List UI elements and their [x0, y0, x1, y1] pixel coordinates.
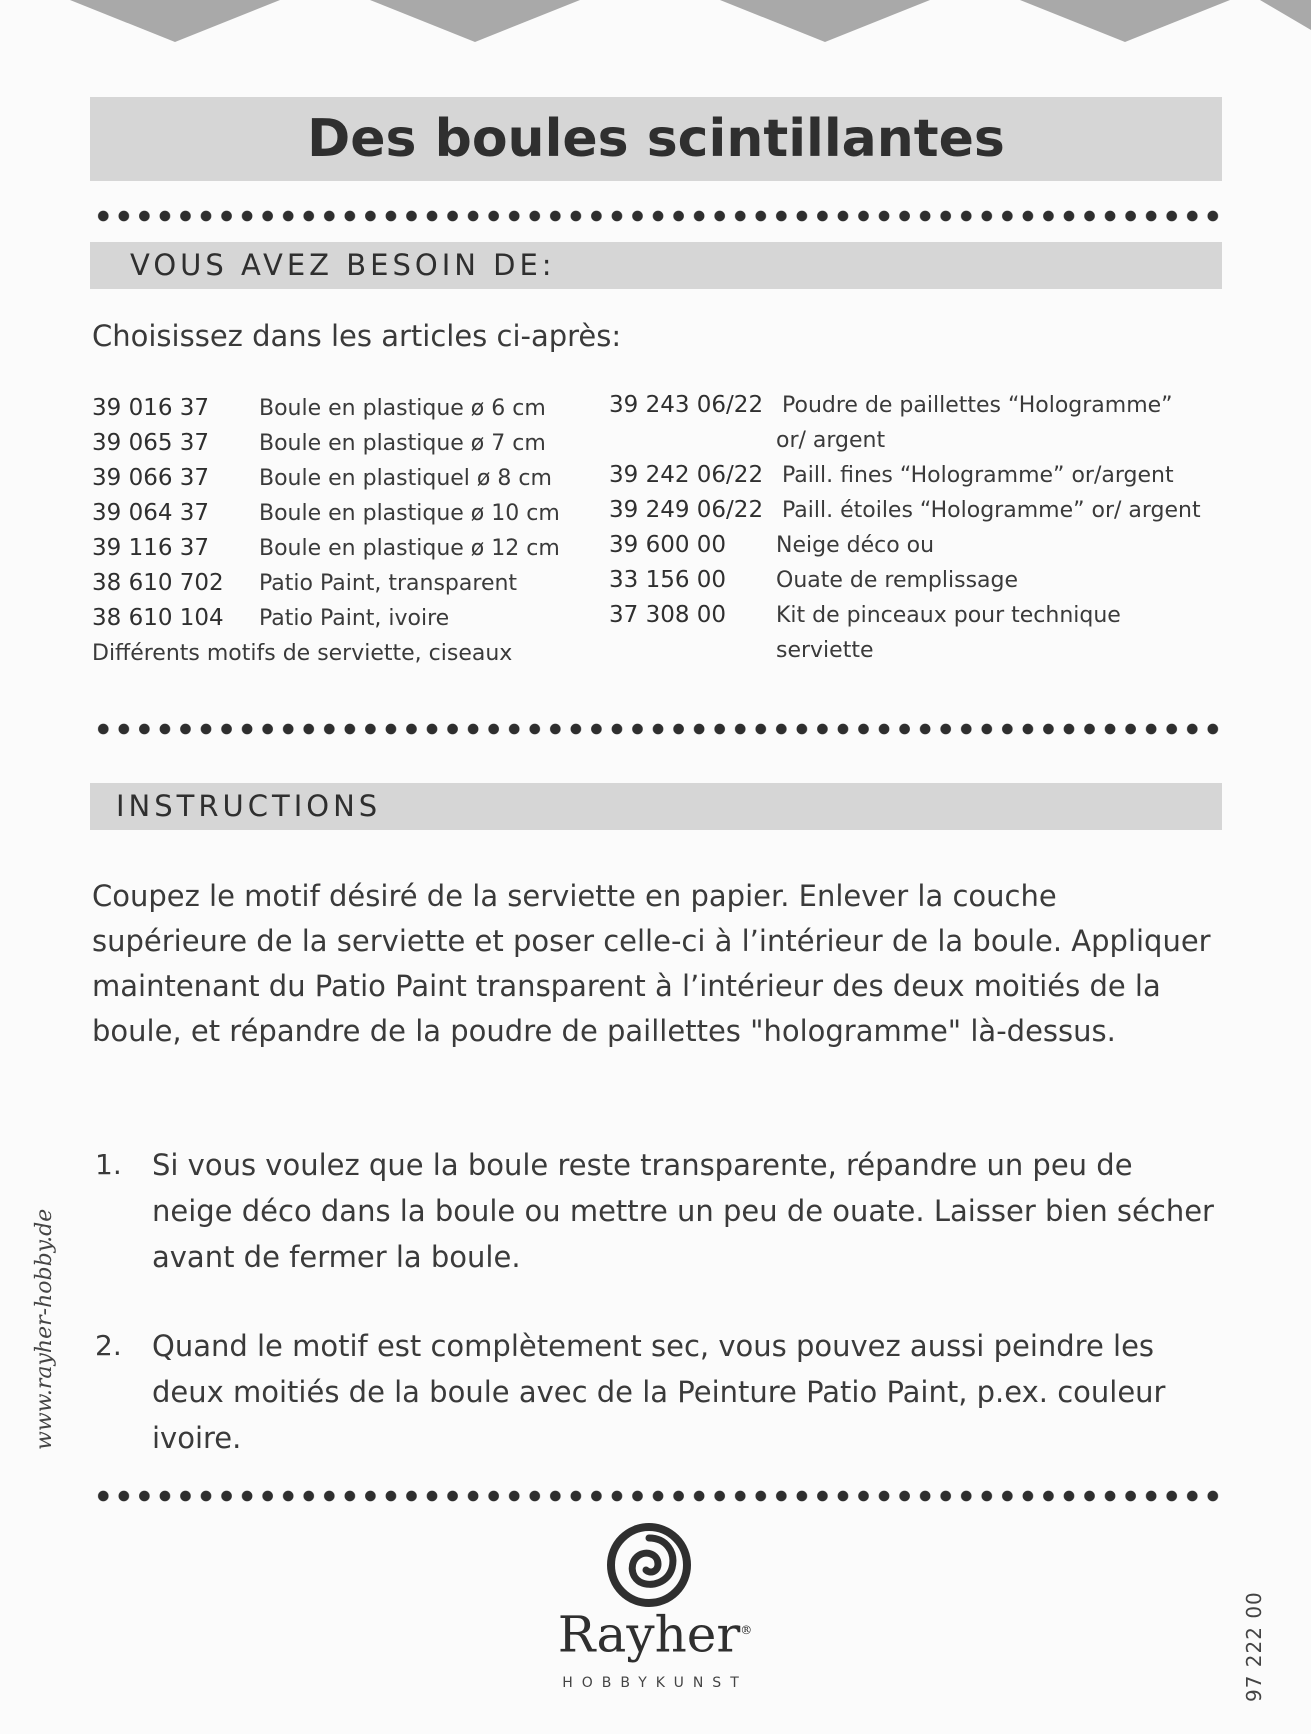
article-code: 38 610 104 [92, 605, 224, 631]
article-desc: Boule en plastique ø 10 cm [259, 501, 560, 526]
article-number: 97 222 00 [1242, 1591, 1266, 1702]
dotted-divider [93, 722, 1223, 736]
article-code: 39 064 37 [92, 500, 210, 526]
extra-materials: Différents motifs de serviette, ciseaux [92, 641, 513, 666]
zigzag-triangle [370, 0, 580, 42]
step-number: 1. [95, 1148, 122, 1181]
article-desc-continued: or/ argent [776, 428, 886, 453]
article-code: 33 156 00 [609, 567, 727, 593]
instructions-paragraph: Coupez le motif désiré de la serviette en papier. Enlever la couche supérieure de la serviette et poser celle-ci à l’intérieur de la boule. Appliquer maintenant du Patio Paint transparent à l’intérieur des deux moitiés de la boule, et répandre de la poudre de paillettes "hologramme" là-dessus. [92, 879, 1211, 1048]
article-desc: Patio Paint, ivoire [259, 606, 450, 631]
rayher-rose-logo-icon [606, 1522, 692, 1608]
article-code: 39 249 06/22 [609, 497, 764, 523]
zigzag-triangle [1260, 0, 1311, 30]
dotted-divider [93, 1489, 1223, 1503]
brand-tagline: HOBBYKUNST [562, 1675, 748, 1691]
registered-mark: ® [740, 1623, 753, 1637]
article-code: 39 016 37 [92, 395, 210, 421]
article-code: 39 066 37 [92, 465, 210, 491]
zigzag-triangle [70, 0, 280, 42]
article-code: 39 600 00 [609, 532, 727, 558]
article-code: 39 243 06/22 [609, 392, 764, 418]
article-desc: Neige déco ou [776, 533, 935, 558]
article-desc: Boule en plastique ø 7 cm [259, 431, 546, 456]
article-code: 38 610 702 [92, 570, 224, 596]
step-text: Si vous voulez que la boule reste transparente, répandre un peu de neige déco dans la boule ou mettre un peu de ouate. Laisser bien sécher avant de fermer la boule. [152, 1148, 1214, 1274]
article-desc: Boule en plastiquel ø 8 cm [259, 466, 552, 491]
website-url: www.rayher-hobby.de [32, 1208, 57, 1450]
zigzag-triangle [1020, 0, 1230, 42]
instructions-heading: INSTRUCTIONS [116, 789, 382, 823]
article-desc: Boule en plastique ø 12 cm [259, 536, 560, 561]
dotted-divider [93, 209, 1223, 223]
article-desc: Poudre de paillettes “Hologramme” [782, 393, 1173, 418]
article-code: 39 065 37 [92, 430, 210, 456]
step-text: Quand le motif est complètement sec, vous pouvez aussi peindre les deux moitiés de la boule avec de la Peinture Patio Paint, p.ex. couleur ivoire. [152, 1329, 1166, 1455]
step-number: 2. [95, 1329, 122, 1362]
article-desc-continued: serviette [776, 638, 874, 663]
brand-text: Rayher [557, 1605, 741, 1664]
materials-intro: Choisissez dans les articles ci-après: [92, 319, 622, 353]
article-desc: Ouate de remplissage [776, 568, 1019, 593]
article-code: 37 308 00 [609, 602, 727, 628]
materials-heading: VOUS AVEZ BESOIN DE: [130, 248, 556, 282]
article-desc: Paill. fines “Hologramme” or/argent [782, 463, 1174, 488]
article-desc: Boule en plastique ø 6 cm [259, 396, 546, 421]
brand-name [520, 1600, 790, 1665]
article-desc: Kit de pinceaux pour technique [776, 603, 1121, 628]
article-code: 39 242 06/22 [609, 462, 764, 488]
top-zigzag-decoration [0, 0, 1311, 46]
page-title: Des boules scintillantes [307, 109, 1005, 169]
article-desc: Paill. étoiles “Hologramme” or/ argent [782, 498, 1201, 523]
zigzag-triangle [720, 0, 930, 42]
article-desc: Patio Paint, transparent [259, 571, 518, 596]
article-code: 39 116 37 [92, 535, 210, 561]
